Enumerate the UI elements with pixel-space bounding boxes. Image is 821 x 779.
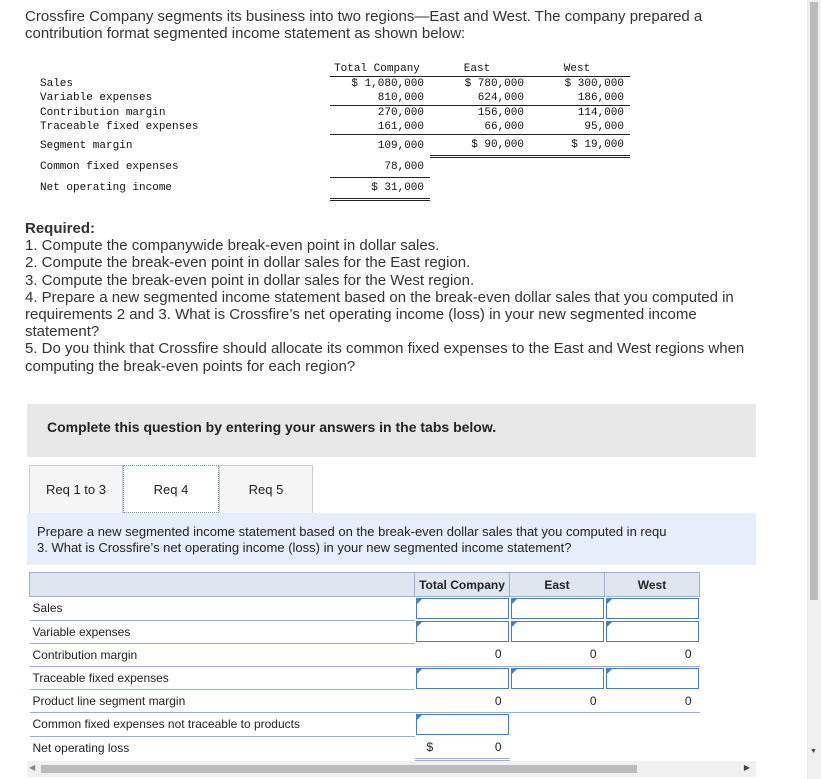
answer-row-common-fixed: Common fixed expenses not traceable to products	[30, 713, 700, 737]
answer-row-traceable: Traceable fixed expenses	[30, 666, 700, 690]
contribution-west-value: 0	[605, 643, 700, 666]
row-segment-margin: Segment margin 109,000 $ 90,000 $ 19,000	[30, 135, 630, 157]
answer-row-sales: Sales	[30, 597, 700, 621]
tab-req-5[interactable]: Req 5	[219, 465, 313, 513]
traceable-east-input[interactable]	[511, 668, 604, 689]
row-contribution: Contribution margin 270,000 156,000 114,000	[40, 106, 624, 119]
required-title: Required:	[25, 220, 96, 237]
contribution-total-value: 0	[415, 643, 510, 666]
tab-req-1-to-3[interactable]: Req 1 to 3	[29, 465, 123, 513]
answer-header-east: East	[510, 573, 605, 597]
traceable-total-input[interactable]	[416, 668, 509, 689]
sales-east-input[interactable]	[511, 598, 604, 619]
variable-east-input[interactable]	[511, 621, 604, 642]
banner-text: Complete this question by entering your answers in the tabs below.	[47, 419, 497, 435]
scroll-right-arrow-icon[interactable]: ▶	[743, 763, 750, 772]
prompt-line-2: 3. What is Crossfire’s net operating income (loss) in your new segmented income statement?	[37, 540, 572, 555]
requirements	[25, 220, 750, 375]
row-sales: Sales $ 1,080,000 $ 780,000 $ 300,000	[40, 77, 624, 90]
header-east: East	[430, 62, 530, 77]
required-item-4: 4. Prepare a new segmented income statement based on the break-even dollar sales that you computed in requirements 2 and 3. What is Crossfire’s net operating income (loss) in your new segmented income statement?	[25, 288, 734, 341]
answer-row-segment-margin: Product line segment margin 0 0 0	[30, 690, 700, 713]
net-loss-total-value: 0	[494, 739, 502, 754]
prompt-line-1: Prepare a new segmented income statement based on the break-even dollar sales that you computed in requ	[37, 524, 667, 539]
problem-intro: Crossfire Company segments its business into two regions—East and West. The company prepared a contribution format segmented income statement as shown below:	[25, 8, 703, 42]
required-item-1: 1. Compute the companywide break-even point in dollar sales.	[25, 237, 440, 255]
horizontal-scroll-thumb[interactable]	[41, 765, 637, 773]
required-item-3: 3. Compute the break-even point in dollar sales for the West region.	[25, 271, 475, 289]
header-total: Total Company	[330, 62, 430, 77]
prompt-text	[37, 524, 797, 556]
row-net-operating-income: Net operating income $ 31,000	[30, 177, 630, 199]
required-item-2: 2. Compute the break-even point in dollar sales for the East region.	[25, 254, 471, 272]
answer-row-contribution: Contribution margin 0 0 0	[30, 643, 700, 666]
horizontal-scrollbar[interactable]	[27, 761, 756, 777]
given-income-statement	[30, 62, 630, 201]
vertical-scroll-thumb[interactable]	[810, 2, 818, 600]
sales-west-input[interactable]	[606, 598, 699, 619]
scroll-down-arrow-icon[interactable]: ▼	[810, 748, 817, 755]
currency-symbol: $	[426, 740, 434, 754]
segment-west-value: 0	[605, 690, 700, 713]
variable-total-input[interactable]	[416, 621, 509, 642]
answer-table	[29, 572, 700, 761]
segment-east-value: 0	[510, 690, 605, 713]
required-item-5: 5. Do you think that Crossfire should allocate its common fixed expenses to the East and West regions when computing the break-even points for each region?	[25, 340, 745, 375]
row-common-fixed: Common fixed expenses 78,000	[30, 157, 630, 178]
common-fixed-total-input[interactable]	[416, 714, 509, 735]
vertical-scrollbar[interactable]	[807, 0, 821, 779]
traceable-west-input[interactable]	[606, 668, 699, 689]
row-traceable: Traceable fixed expenses 161,000 66,000 95,000	[30, 120, 630, 135]
answer-row-variable: Variable expenses	[30, 620, 700, 643]
sales-total-input[interactable]	[416, 598, 509, 619]
tab-prompt	[27, 513, 756, 565]
row-variable: Variable expenses 810,000 624,000 186,000	[30, 91, 630, 106]
header-west: West	[530, 62, 630, 77]
contribution-east-value: 0	[510, 643, 605, 666]
segment-total-value: 0	[415, 690, 510, 713]
instructions-banner	[27, 404, 756, 457]
scroll-left-arrow-icon[interactable]: ◀	[29, 763, 36, 772]
tab-req-4[interactable]: Req 4	[123, 465, 219, 513]
answer-row-net-operating-loss: Net operating loss $ 0	[30, 736, 700, 759]
answer-header-west: West	[605, 573, 700, 597]
answer-header-total: Total Company	[415, 573, 510, 597]
variable-west-input[interactable]	[606, 621, 699, 642]
